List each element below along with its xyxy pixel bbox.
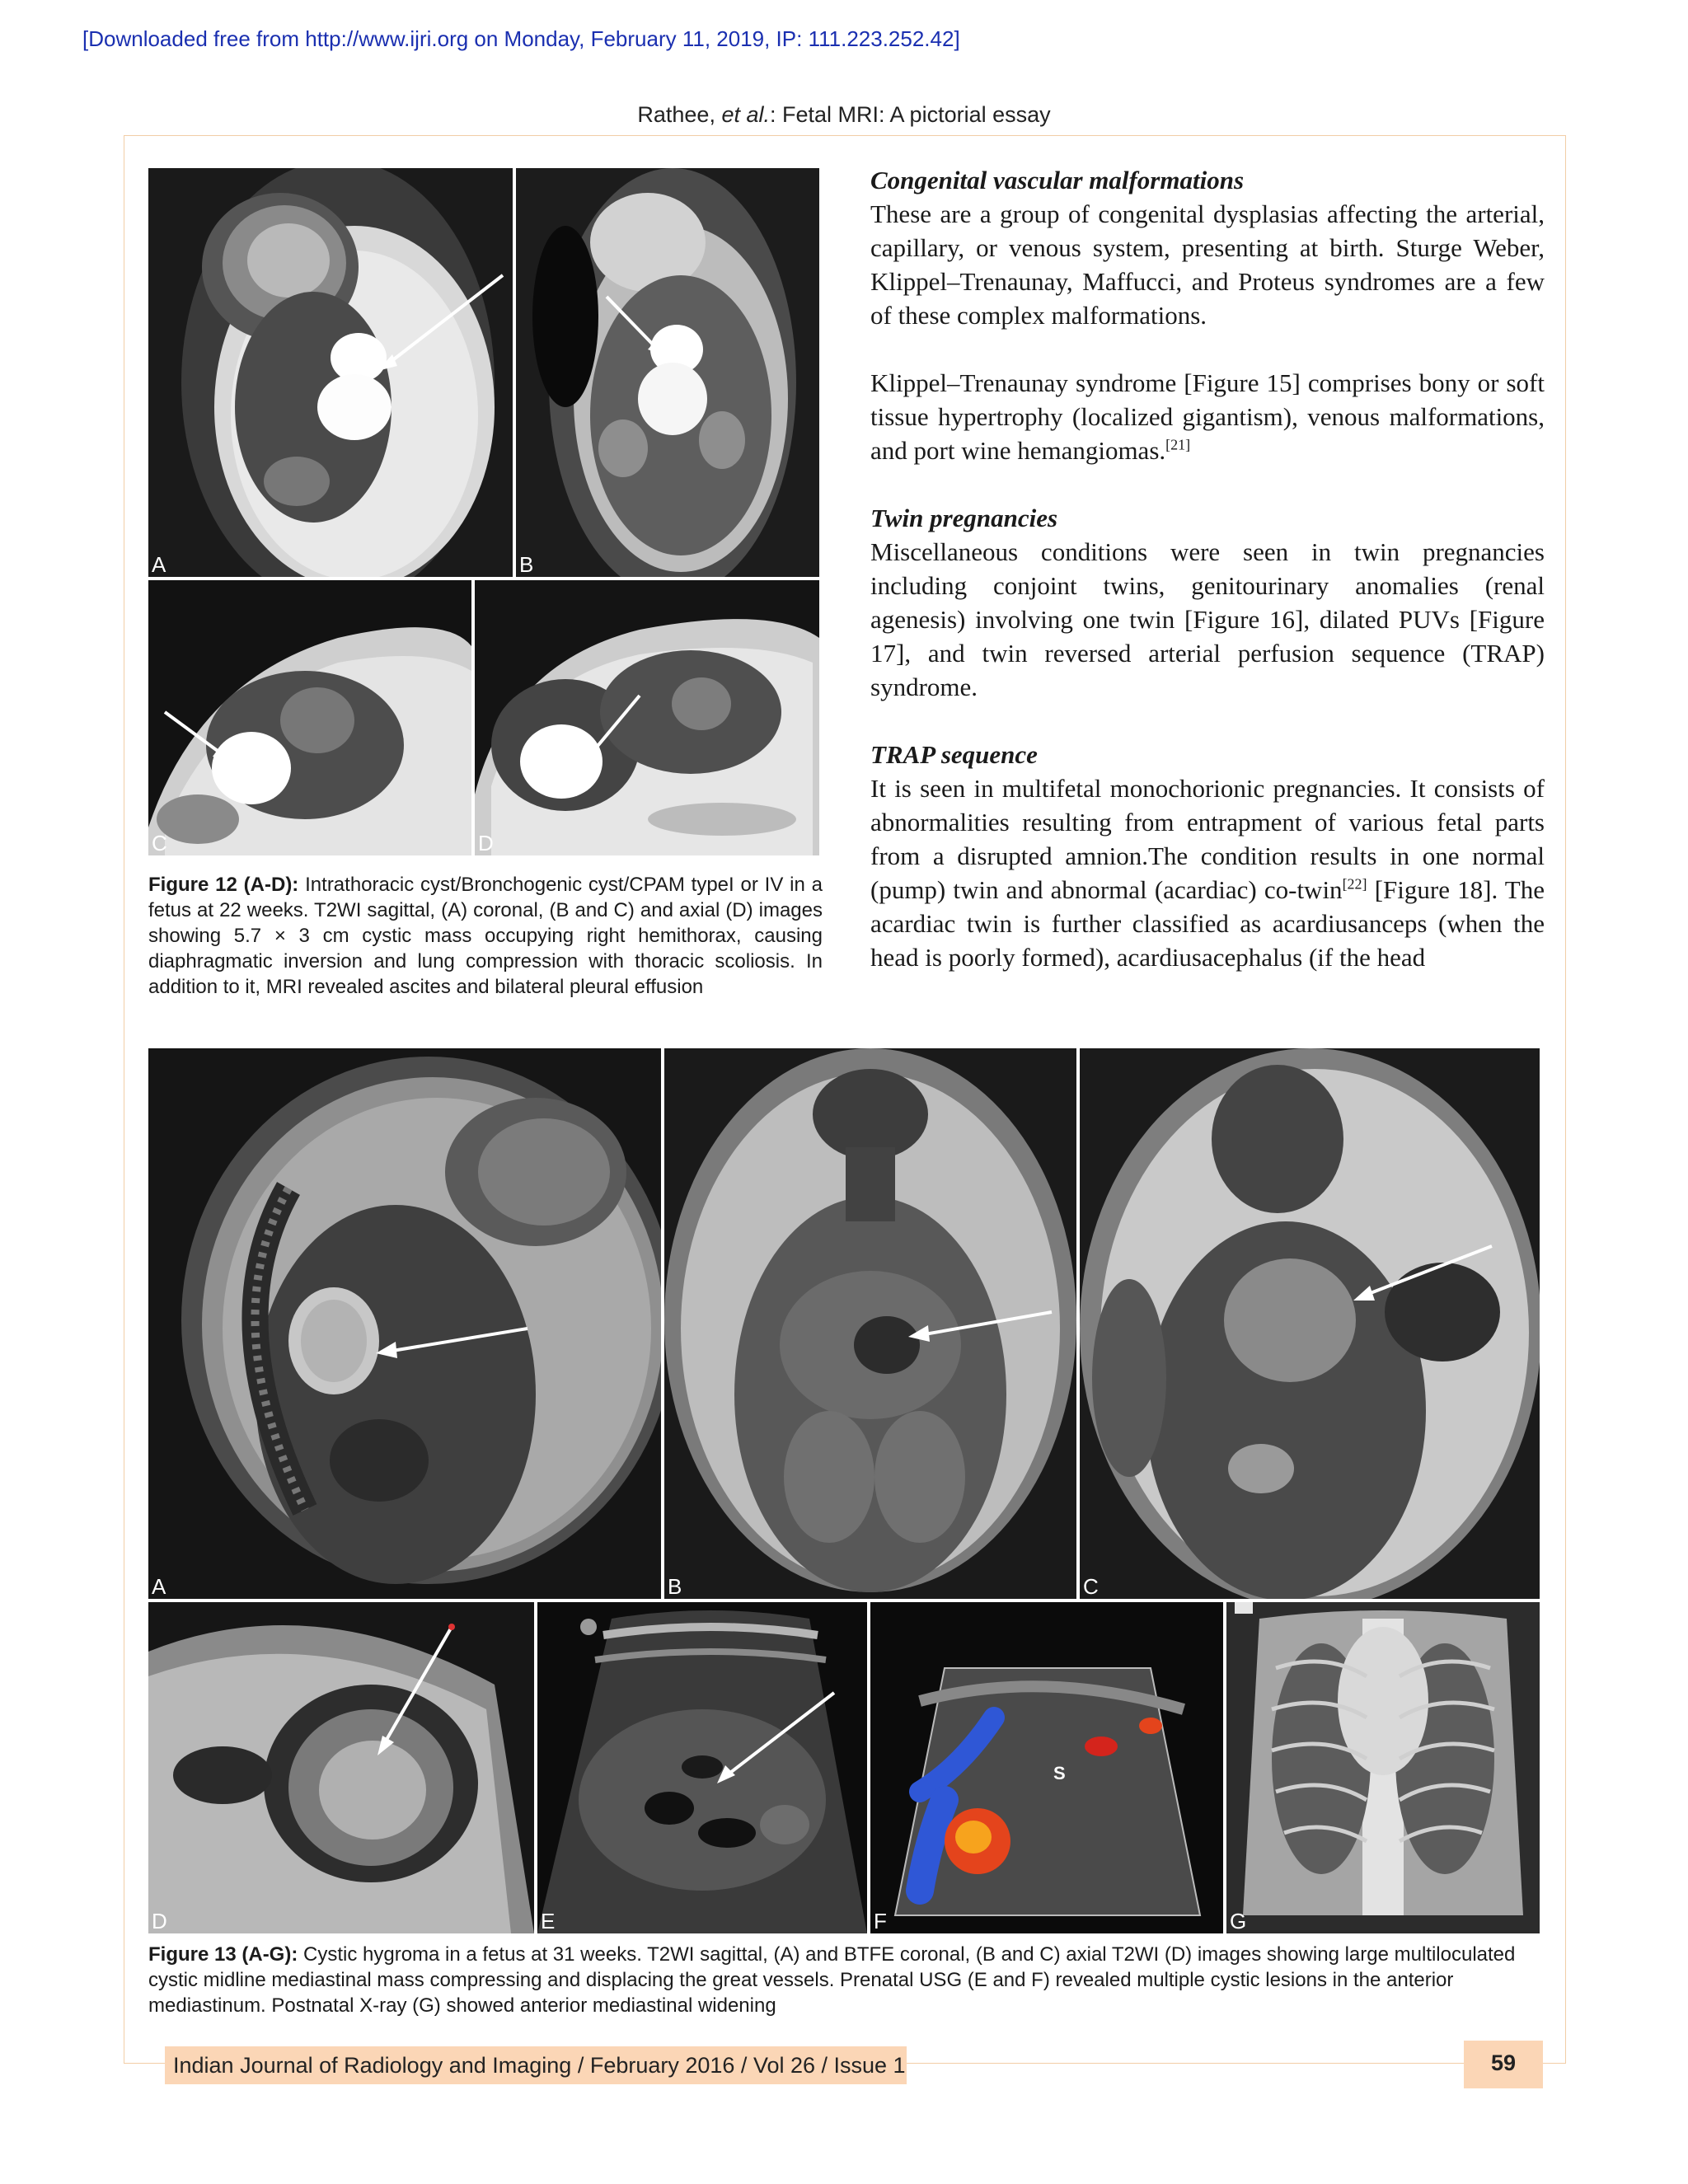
download-banner[interactable]: [Downloaded free from http://www.ijri.org on Monday, February 11, 2019, IP: 111.223.252.42] <box>82 26 960 51</box>
panel-label: A <box>152 1574 166 1599</box>
mri-image <box>516 168 819 577</box>
figure-13-panel-a <box>148 1048 661 1599</box>
mri-image <box>148 168 513 577</box>
mri-image <box>148 580 471 855</box>
figure-12-panel-d <box>475 580 819 855</box>
panel-label: B <box>519 552 534 577</box>
trap-text-2: [Figure 18]. The acardiac twin is further classified as acardiusanceps (when the head is poorly formed), acardiusacephalus (if the head <box>870 875 1545 972</box>
caption-text: Cystic hygroma in a fetus at 31 weeks. T2WI sagittal, (A) and BTFE coronal, (B and C) axial T2WI (D) images showing large multiloculated cystic midline mediastinal mass compressing and displacing the great vessels. Prenatal USG (E and F) revealed multiple cystic lesions in the anterior mediastinum. Postnatal X-ray (G) showed anterior mediastinal widening <box>148 1943 1516 2017</box>
mri-image <box>148 1048 661 1599</box>
paragraph-vascular: These are a group of congenital dysplasias affecting the arterial, capillary, or venous system, presenting at birth. Sturge Weber, Klippel–Trenaunay, Maffucci, and Proteus syndromes are a few of these complex malformations. <box>870 199 1545 330</box>
panel-label: B <box>668 1574 682 1599</box>
section-heading-vascular: Congenital vascular malformations <box>870 166 1245 194</box>
reference-22[interactable]: [22] <box>1342 875 1367 893</box>
xray-image <box>1226 1602 1540 1933</box>
caption-text: Intrathoracic cyst/Bronchogenic cyst/CPAM typeI or IV in a fetus at 22 weeks. T2WI sagittal, (A) coronal, (B and C) and axial (D) images showing 5.7 × 3 cm cystic mass occupying right hemithorax, causing diaphragmatic inversion and lung compression with thoracic scoliosis. In addition to it, MRI revealed ascites and bilateral pleural effusion <box>148 874 823 998</box>
mri-image <box>475 580 819 855</box>
figure-13-panel-d <box>148 1602 534 1933</box>
section-heading-trap: TRAP sequence <box>870 740 1038 769</box>
figure-13-panel-b <box>664 1048 1076 1599</box>
klippel-text: Klippel–Trenaunay syndrome [Figure 15] comprises bony or soft tissue hypertrophy (localized gigantism), venous malformations, and port wine hemangiomas. <box>870 368 1545 465</box>
right-column-text <box>870 163 1545 974</box>
figure-12-panel-c <box>148 580 471 855</box>
reference-21[interactable]: [21] <box>1165 436 1191 453</box>
panel-label: A <box>152 552 166 577</box>
doppler-marker-s: S <box>1053 1763 1066 1783</box>
running-head-etal: et al. <box>721 102 770 127</box>
paragraph-trap <box>870 771 1545 974</box>
mri-image <box>148 1602 534 1933</box>
figure-13-caption <box>148 1942 1540 2018</box>
footer-journal-info: Indian Journal of Radiology and Imaging / February 2016 / Vol 26 / Issue 1 <box>165 2046 907 2084</box>
running-head-authors: Rathee, <box>637 102 722 127</box>
figure-13-panel-c <box>1080 1048 1540 1599</box>
section-heading-twin: Twin pregnancies <box>870 504 1058 532</box>
panel-label: G <box>1230 1909 1247 1933</box>
figure-13-panel-f <box>870 1602 1223 1933</box>
mri-image <box>1080 1048 1540 1599</box>
paragraph-twin: Miscellaneous conditions were seen in twin pregnancies including conjoint twins, genitourinary anomalies (renal agenesis) involving one twin [Figure 16], dilated PUVs [Figure 17], and twin reversed arterial perfusion sequence (TRAP) syndrome. <box>870 537 1545 701</box>
figure-13-panel-g <box>1226 1602 1540 1933</box>
mri-image <box>664 1048 1076 1599</box>
panel-label: D <box>152 1909 167 1933</box>
figure-12-caption <box>148 872 823 1000</box>
page-number: 59 <box>1464 2041 1543 2088</box>
caption-label: Figure 12 (A-D): <box>148 874 299 896</box>
doppler-ultrasound-image <box>870 1602 1223 1933</box>
ultrasound-image <box>537 1602 867 1933</box>
panel-label: D <box>478 831 494 855</box>
running-head <box>0 102 1688 128</box>
figure-12-panel-a <box>148 168 513 577</box>
caption-label: Figure 13 (A-G): <box>148 1943 298 1966</box>
paragraph-klippel <box>870 366 1545 467</box>
panel-label: C <box>152 831 167 855</box>
panel-label: C <box>1083 1574 1099 1599</box>
panel-label: F <box>874 1909 887 1933</box>
running-head-title: : Fetal MRI: A pictorial essay <box>770 102 1051 127</box>
panel-label: E <box>541 1909 556 1933</box>
trap-text-1: It is seen in multifetal monochorionic pregnancies. It consists of abnormalities resulting from entrapment of various fetal parts from a disrupted amnion.The condition results in one normal (pump) twin and abnormal (acardiac) co-twin <box>870 774 1545 904</box>
figure-12-panel-b <box>516 168 819 577</box>
figure-13-panel-e <box>537 1602 867 1933</box>
